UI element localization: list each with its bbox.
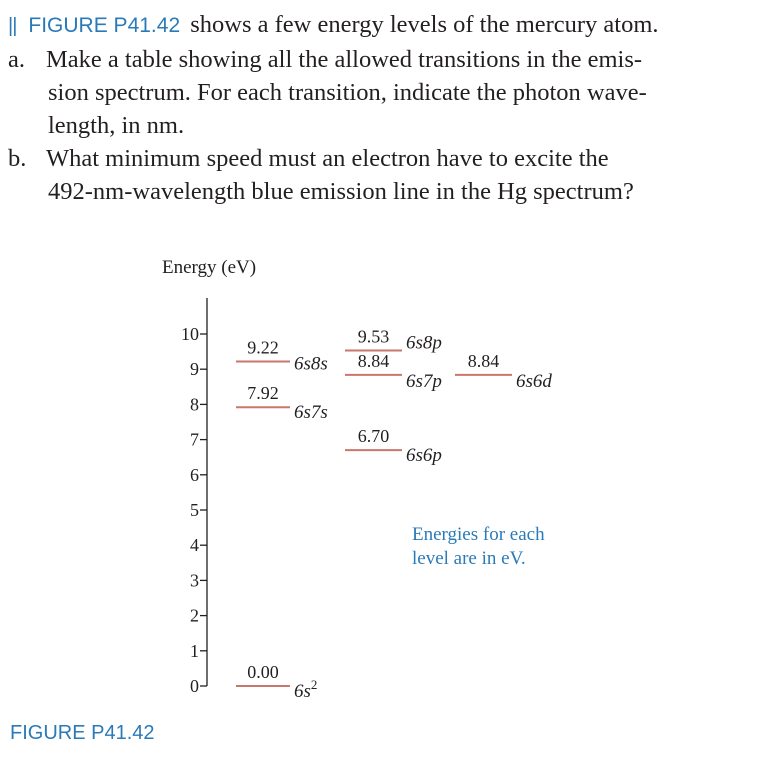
axis-tick-label: 6 — [190, 464, 199, 485]
part-a-text-1: Make a table showing all the allowed transitions in the emis- — [46, 46, 643, 73]
difficulty-marker: || — [8, 15, 17, 37]
part-a-text-2: sion spectrum. For each transition, indicate the photon wave- — [48, 79, 647, 106]
part-b-line-2 — [8, 175, 763, 208]
figure-caption: FIGURE P41.42 — [10, 722, 155, 744]
energy-note — [412, 524, 545, 569]
energy-levels — [236, 327, 552, 702]
part-a-text-3: length, in nm. — [48, 112, 185, 139]
problem-text — [8, 8, 763, 208]
figure-reference: FIGURE P41.42 — [28, 14, 181, 37]
state-label: 6s8p — [406, 332, 442, 354]
part-a-line-1 — [8, 43, 763, 76]
note-line: Energies for each — [412, 524, 545, 545]
axis-tick-label: 7 — [190, 429, 199, 450]
part-a-line-2 — [8, 76, 763, 109]
state-label: 6s7s — [294, 402, 328, 424]
axis-tick-label: 2 — [190, 605, 199, 626]
energy-level-diagram — [0, 240, 769, 710]
axis-tick-label: 1 — [190, 640, 199, 661]
part-a-label: a. — [8, 46, 25, 73]
state-label: 6s7p — [406, 370, 442, 392]
state-label: 6s6d — [516, 370, 552, 392]
intro-text: shows a few energy levels of the mercury atom. — [190, 11, 659, 38]
axis-tick-label: 4 — [190, 535, 199, 556]
problem-intro-line — [8, 8, 763, 43]
energy-value-label: 0.00 — [247, 662, 279, 682]
axis-tick-label: 5 — [190, 500, 199, 520]
energy-value-label: 8.84 — [357, 350, 390, 371]
axis-tick-label: 3 — [190, 570, 199, 591]
axis-tick-label: 10 — [181, 324, 199, 344]
axis-tick-label: 0 — [190, 676, 199, 696]
note-line: level are in eV. — [412, 548, 526, 569]
part-a-line-3 — [8, 109, 763, 142]
axis-label: Energy (eV) — [162, 257, 257, 278]
part-b-text-1: What minimum speed must an electron have to excite the — [46, 145, 609, 172]
axis-ticks — [181, 324, 207, 696]
state-label: $6s^2$ — [294, 677, 318, 702]
axis-tick-label: 9 — [190, 359, 199, 380]
state-label: 6s8s — [294, 353, 328, 375]
part-b-line-1 — [8, 142, 763, 175]
energy-value-label: 8.84 — [467, 350, 500, 371]
energy-value-label: 6.70 — [357, 426, 390, 447]
state-label: 6s6p — [406, 445, 442, 467]
energy-value-label: 9.53 — [357, 326, 390, 347]
energy-value-label: 9.22 — [247, 337, 279, 358]
energy-value-label: 7.92 — [247, 383, 279, 404]
part-b-text-2: 492-nm-wavelength blue emission line in the Hg spectrum? — [48, 178, 634, 205]
axis-tick-label: 8 — [190, 394, 199, 415]
part-b-label: b. — [8, 145, 27, 172]
